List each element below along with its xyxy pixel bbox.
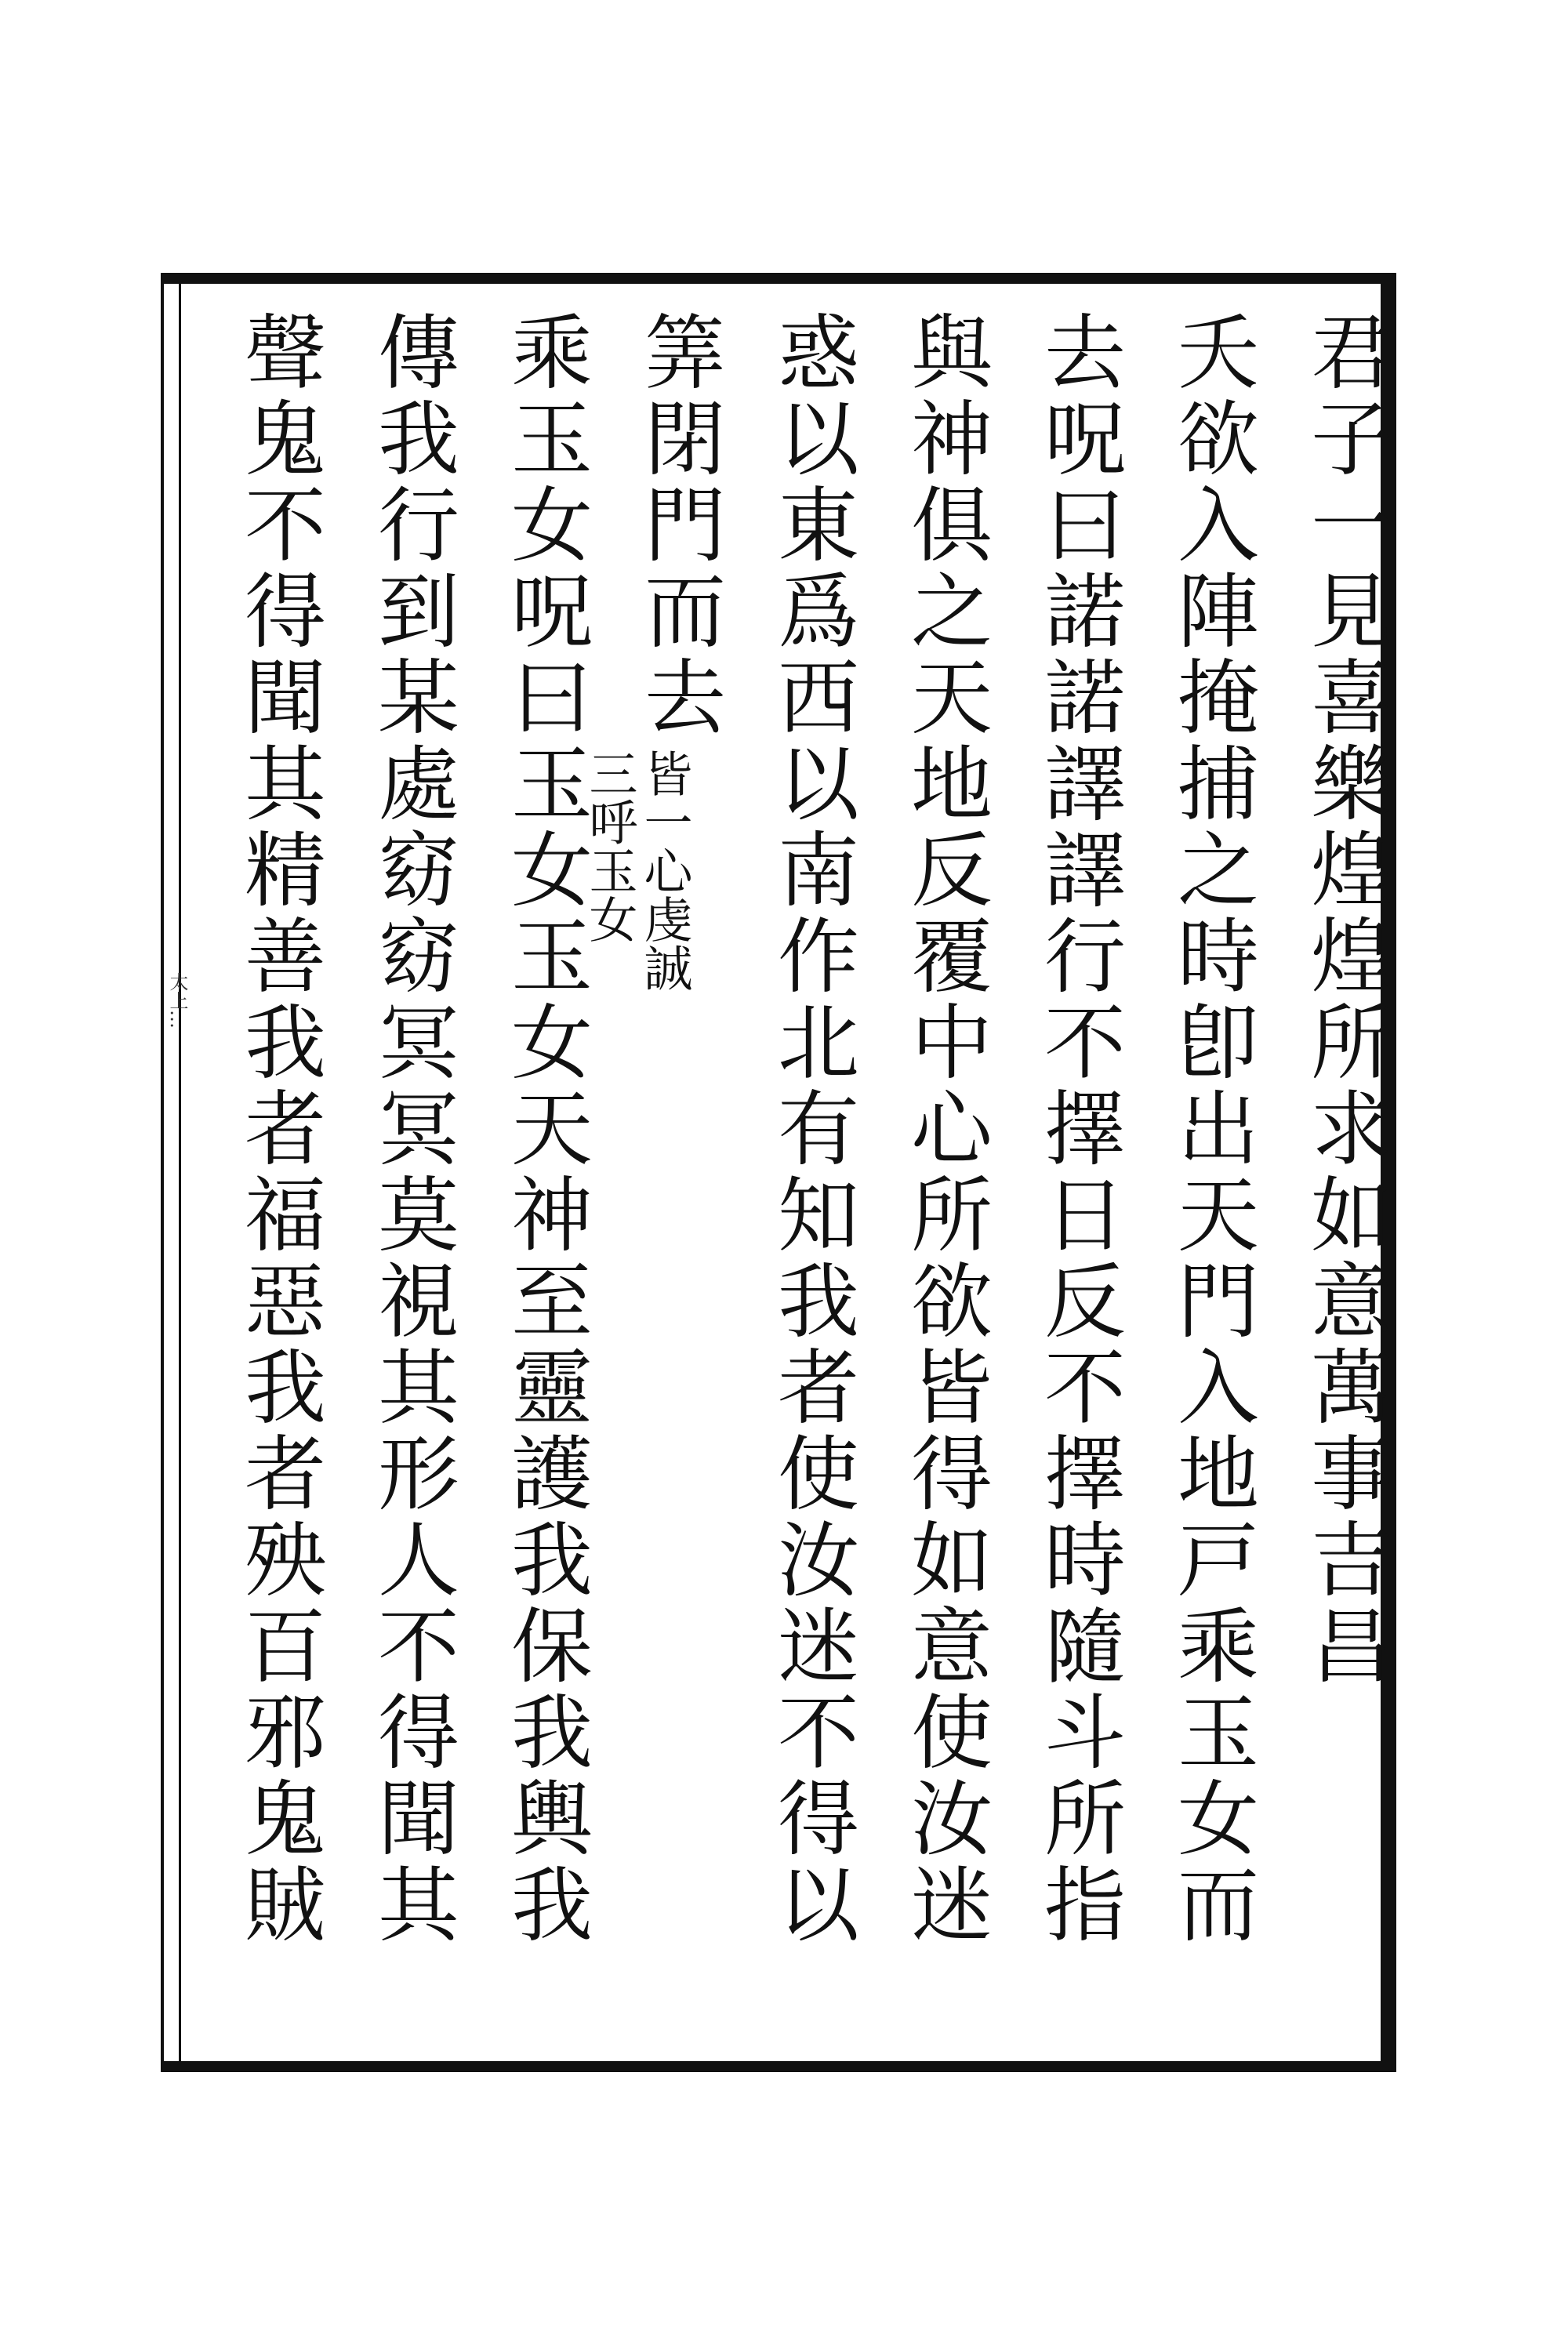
- text-column-4: 與神俱之天地反覆中心所欲皆得如意使汝迷: [897, 310, 993, 1948]
- text-column-7: 乘玉女呪曰玉女玉女天神至靈護我保我輿我: [497, 310, 593, 1948]
- gutter-margin-text: 太上…: [166, 972, 188, 1029]
- text-column-2: 夭欲入陣掩捕之時卽出天門入地戸乘玉女而: [1163, 310, 1259, 1948]
- text-column-3: 去呪曰諾諾譯譯行不擇日反不擇時隨斗所指: [1030, 310, 1126, 1948]
- text-column-1: 君子一見喜樂煌煌所求如意萬事吉昌: [1297, 310, 1392, 1690]
- annotation-line-right: 皆一心虔誠: [636, 749, 693, 992]
- annotation-line-left: 三呼玉女: [581, 749, 638, 943]
- text-column-8: 傳我行到某處窈窈冥冥莫視其形人不得聞其: [364, 310, 459, 1948]
- text-column-9: 聲鬼不得聞其精善我者福惡我者殃百邪鬼賊: [230, 310, 326, 1948]
- gutter-rule-line: [179, 282, 181, 2062]
- text-column-6: 筭閉門而去: [630, 310, 726, 741]
- text-column-5: 惑以東爲西以南作北有知我者使汝迷不得以: [764, 310, 859, 1948]
